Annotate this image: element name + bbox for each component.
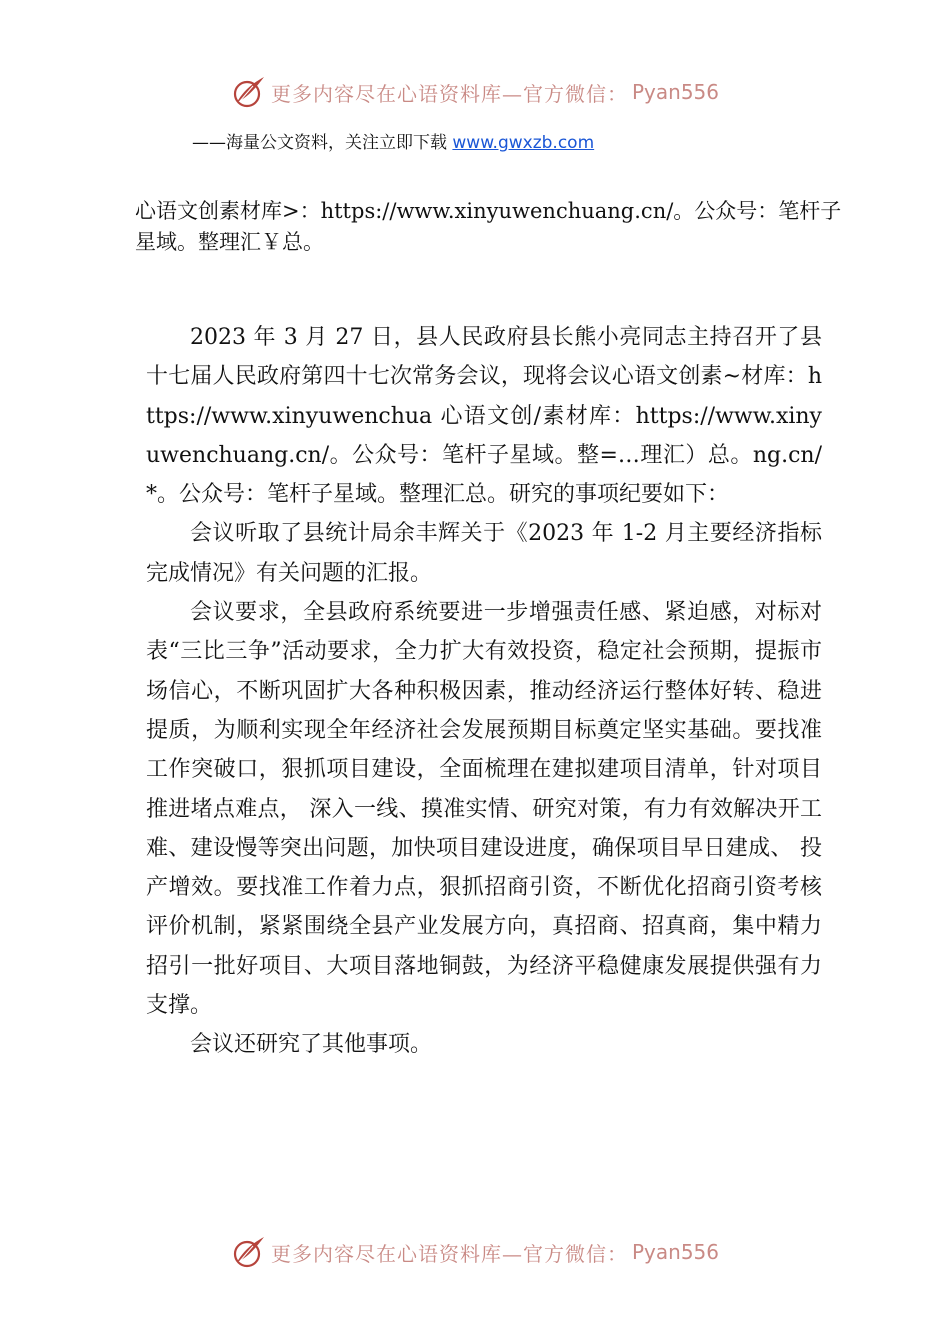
quill-logo-icon (231, 74, 267, 110)
tagline-text: ——海量公文资料，关注立即下载 (192, 133, 453, 153)
download-link[interactable]: www.gwxzb.com (452, 133, 595, 153)
watermark-handle: Pyan556 (631, 80, 719, 104)
lead-paragraph: 心语文创素材库>：https://www.xinyuwenchuang.cn/。公众号：笔杆子星域。整理汇￥总。 (135, 199, 842, 254)
paragraph-intro: 2023 年 3 月 27 日，县人民政府县长熊小亮同志主持召开了县十七届人民政府第四十七次常务会议，现将会议心语文创素~材库：https://www.xinyuwenchua 心语文创/素材库：https://www.xinyuwenchuang.cn/。公众号：笔杆子星域。整=…理汇）总。ng.cn/*。公众号：笔杆子星域。整理汇总。研究的事项纪要如下： (146, 325, 822, 508)
watermark-footer (0, 1232, 950, 1272)
paragraph-requirements: 会议要求，全县政府系统要进一步增强责任感、紧迫感，对标对表“三比三争”活动要求，全力扩大有效投资，稳定社会预期，提振市场信心，不断巩固扩大各种积极因素，推动经济运行整体好转、稳进提质，为顺利实现全年经济社会发展预期目标奠定坚实基础。要找准工作突破口，狠抓项目建设，全面梳理在建拟建项目清单，针对项目推进堵点难点， 深入一线、摸准实情、研究对策，有力有效解决开工难、建设慢等突出问题，加快项目建设进度，确保项目早日建成、 投产增效。要找准工作着力点，狠抓招商引资，不断优化招商引资考核评价机制，紧紧围绕全县产业发展方向，真招商、招真商，集中精力招引一批好项目、大项目落地铜鼓，为经济平稳健康发展提供强有力支撑。 (146, 600, 822, 1019)
tagline (192, 128, 594, 153)
paragraph-other: 会议还研究了其他事项。 (190, 1032, 433, 1058)
watermark-text: 更多内容尽在心语资料库—官方微信： (270, 1241, 628, 1266)
watermark-text: 更多内容尽在心语资料库—官方微信： (270, 81, 628, 106)
quill-logo-icon (231, 1234, 267, 1270)
paragraph-report: 会议听取了县统计局余丰辉关于《2023 年 1-2 月主要经济指标完成情况》有关问题的汇报。 (146, 521, 822, 586)
watermark-header (0, 72, 950, 112)
watermark-handle: Pyan556 (631, 1240, 719, 1264)
document-body (146, 318, 822, 1065)
